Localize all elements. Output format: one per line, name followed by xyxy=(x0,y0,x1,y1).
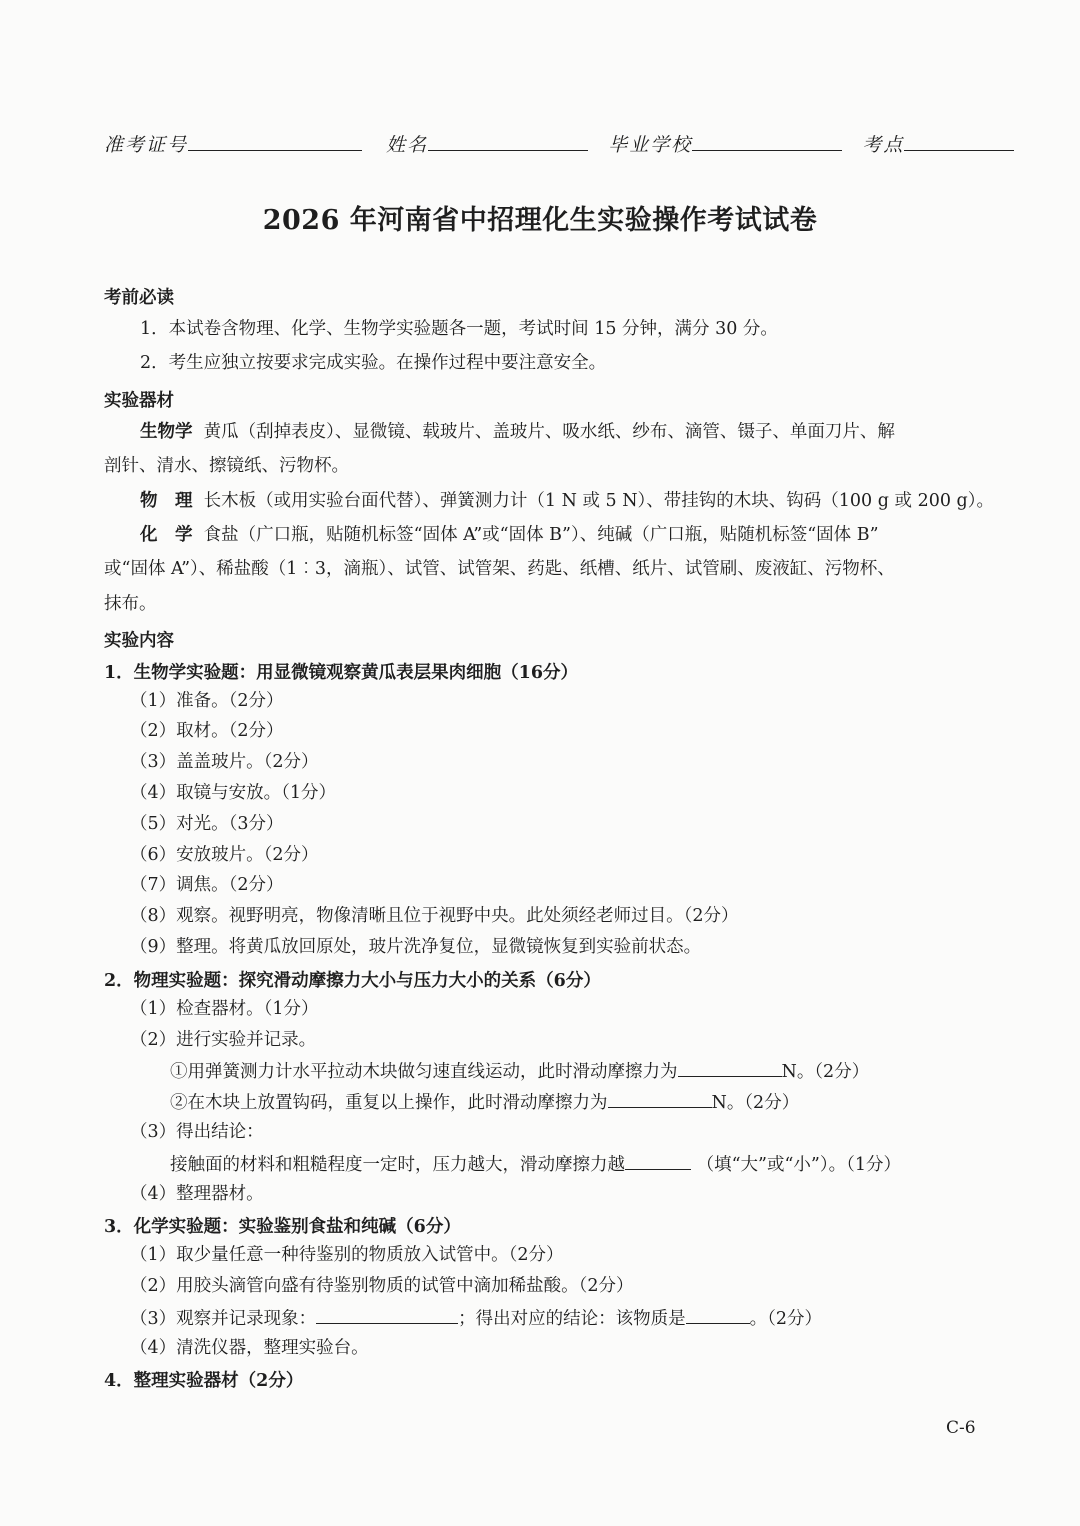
content-heading: 实验内容 xyxy=(104,631,174,651)
notice-item-2: 2．考生应独立按要求完成实验。在操作过程中要注意安全。 xyxy=(140,353,607,373)
q3-step-2: （2）用胶头滴管向盛有待鉴别物质的试管中滴加稀盐酸。（2分） xyxy=(130,1276,634,1296)
phys-label: 物 理 xyxy=(140,491,193,511)
equipment-phys-line xyxy=(140,490,994,512)
page-title: 2026 年河南省中招理化生实验操作考试试卷 xyxy=(262,205,818,236)
q2-title: 2．物理实验题：探究滑动摩擦力大小与压力大小的关系（6分） xyxy=(104,971,601,991)
notice-item-1: 1．本试卷含物理、化学、生物学实验题各一题，考试时间 15 分钟，满分 30 分。 xyxy=(140,319,778,339)
q3-score: 。（2分） xyxy=(749,1309,823,1329)
name-field[interactable] xyxy=(428,132,588,151)
q2-conclusion-text: 接触面的材料和粗糙程度一定时，压力越大，滑动摩擦力越 xyxy=(170,1155,625,1175)
q1-step-4: （4）取镜与安放。（1分） xyxy=(130,783,337,803)
equipment-chem-line2: 或“固体 A”）、稀盐酸（1︰3，滴瓶）、试管、试管架、药匙、纸槽、纸片、试管刷、废液缸、污物杯、 xyxy=(104,559,895,579)
bio-label: 生物学 xyxy=(140,422,193,442)
equipment-chem-line3: 抹布。 xyxy=(104,594,157,614)
q2-step-3: （3）得出结论： xyxy=(130,1122,264,1142)
q2-step-3a xyxy=(170,1152,901,1176)
bio-items: 黄瓜（刮掉表皮）、显微镜、载玻片、盖玻片、吸水纸、纱布、滴管、镊子、单面刀片、解 xyxy=(203,422,895,442)
phenomenon-answer-blank[interactable] xyxy=(316,1306,458,1324)
q2-step-2a-text: ①用弹簧测力计水平拉动木块做匀速直线运动，此时滑动摩擦力为 xyxy=(170,1062,678,1082)
q1-step-2: （2）取材。（2分） xyxy=(130,721,284,741)
phys-items: 长木板（或用实验台面代替）、弹簧测力计（1 N 或 5 N）、带挂钩的木块、钩码（100 g 或 200 g）。 xyxy=(203,491,994,511)
q3-conclusion-text: ；得出对应的结论：该物质是 xyxy=(458,1309,686,1329)
q2-step-2b-unit: N。（2分） xyxy=(711,1093,800,1113)
q3-step-3 xyxy=(130,1306,822,1330)
chem-label: 化 学 xyxy=(140,525,193,545)
q3-title: 3．化学实验题：实验鉴别食盐和纯碱（6分） xyxy=(104,1217,461,1237)
school-label: 毕业学校 xyxy=(608,134,693,156)
q2-step-2: （2）进行实验并记录。 xyxy=(130,1030,317,1050)
friction-answer-1-blank[interactable] xyxy=(678,1059,782,1077)
site-field[interactable] xyxy=(904,132,1014,151)
exam-id-label: 准考证号 xyxy=(104,134,189,156)
q1-step-9: （9）整理。将黄瓜放回原处，玻片洗净复位，显微镜恢复到实验前状态。 xyxy=(130,937,702,957)
conclusion-answer-blank[interactable] xyxy=(625,1152,691,1170)
q1-step-6: （6）安放玻片。（2分） xyxy=(130,845,319,865)
q1-step-8: （8）观察。视野明亮，物像清晰且位于视野中央。此处须经老师过目。（2分） xyxy=(130,906,739,926)
q1-step-1: （1）准备。（2分） xyxy=(130,691,284,711)
q3-step-1: （1）取少量任意一种待鉴别的物质放入试管中。（2分） xyxy=(130,1245,564,1265)
equipment-heading: 实验器材 xyxy=(104,391,174,411)
equipment-bio-line1 xyxy=(140,421,895,443)
q1-step-7: （7）调焦。（2分） xyxy=(130,875,284,895)
q2-conclusion-hint: （填“大”或“小”）。（1分） xyxy=(696,1155,901,1175)
site-label: 考点 xyxy=(862,134,905,156)
q1-title: 1．生物学实验题：用显微镜观察黄瓜表层果肉细胞（16分） xyxy=(104,663,579,683)
q2-step-2a xyxy=(170,1059,869,1083)
q4-title: 4．整理实验器材（2分） xyxy=(104,1371,304,1391)
name-label: 姓名 xyxy=(386,134,429,156)
q2-step-4: （4）整理器材。 xyxy=(130,1184,264,1204)
page-number: C-6 xyxy=(946,1418,976,1438)
chem-items: 食盐（广口瓶，贴随机标签“固体 A”或“固体 B”）、纯碱（广口瓶，贴随机标签“固体 B” xyxy=(203,525,879,545)
q2-step-2a-unit: N。（2分） xyxy=(781,1062,870,1082)
q3-observe-text: （3）观察并记录现象： xyxy=(130,1309,317,1329)
equipment-chem-line1 xyxy=(140,524,879,546)
equipment-bio-line2: 剖针、清水、擦镜纸、污物杯。 xyxy=(104,456,349,476)
school-field[interactable] xyxy=(692,132,842,151)
q2-step-1: （1）检查器材。（1分） xyxy=(130,999,319,1019)
exam-id-field[interactable] xyxy=(188,132,362,151)
q2-step-2b xyxy=(170,1090,799,1114)
q1-step-3: （3）盖盖玻片。（2分） xyxy=(130,752,319,772)
q3-step-4: （4）清洗仪器，整理实验台。 xyxy=(130,1338,369,1358)
q1-step-5: （5）对光。（3分） xyxy=(130,814,284,834)
friction-answer-2-blank[interactable] xyxy=(608,1090,712,1108)
notice-heading: 考前必读 xyxy=(104,288,174,308)
header-row xyxy=(104,130,1014,157)
substance-answer-blank[interactable] xyxy=(686,1306,750,1324)
q2-step-2b-text: ②在木块上放置钩码，重复以上操作，此时滑动摩擦力为 xyxy=(170,1093,608,1113)
